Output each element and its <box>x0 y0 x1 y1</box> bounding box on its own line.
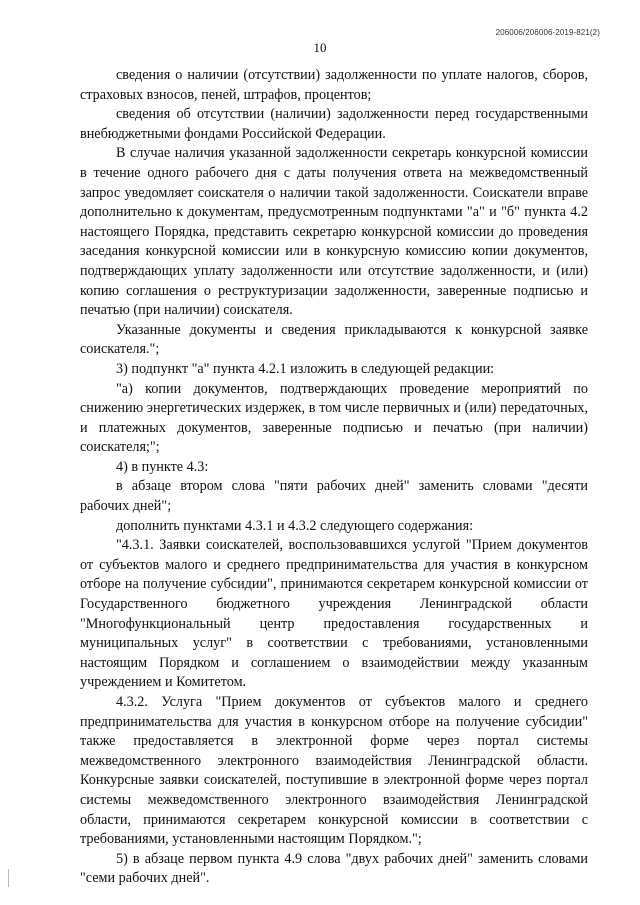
paragraph: 4) в пункте 4.3: <box>116 458 209 475</box>
paragraph: сведения о наличии (отсутствии) задолженности по уплате налогов, сборов, страховых взносов, пеней, штрафов, процентов; <box>80 67 588 103</box>
page-number: 10 <box>313 40 327 55</box>
paragraph: "а) копии документов, подтверждающих проведение мероприятий по снижению энергетических издержек, в том числе первичных и (или) передаточных, и платежных документов, заверенные подписью и печатью (при наличии) соискателя;"; <box>80 380 588 456</box>
paragraph: сведения об отсутствии (наличии) задолженности перед государственными внебюджетными фондами Российской Федерации. <box>80 106 588 142</box>
paragraph: 4.3.2. Услуга "Прием документов от субъектов малого и среднего предпринимательства для участия в конкурсном отборе на получение субсидии" также предоставляется в электронной форме через портал системы межведомственного электронного взаимодействия Ленинградской области. Конкурсные заявки соискателей, поступившие в электронной форме через портал системы межведомственного электронного взаимодействия Ленинградской области, принимаются секретарем конкурсной комиссии в соответствии с требованиями, установленными настоящим Порядком."; <box>80 694 588 848</box>
document-body <box>80 66 588 889</box>
document-id: 206006/206006-2019-821(2) <box>495 28 600 37</box>
paragraph: дополнить пунктами 4.3.1 и 4.3.2 следующего содержания: <box>116 517 474 534</box>
paragraph: В случае наличия указанной задолженности секретарь конкурсной комиссии в течение одного рабочего дня с даты получения ответа на межведомственный запрос уведомляет соискателя о наличии такой задолженности. Соискатели вправе дополнительно к документам, предусмотренным подпунктами "а" и "б" пункта 4.2 настоящего Порядка, представить секретарю конкурсной комиссии до проведения заседания конкурсной комиссии или в конкурсную комиссию копии документов, подтверждающих уплату задолженности или отсутствие задолженности, и (или) копию соглашения о реструктуризации задолженности, заверенные подписью и печатью (при наличии) соискателя. <box>80 145 588 319</box>
paragraph: Указанные документы и сведения прикладываются к конкурсной заявке соискателя."; <box>80 321 588 358</box>
scan-margin-mark <box>8 869 9 887</box>
paragraph: 5) в абзаце первом пункта 4.9 слова "двух рабочих дней" заменить словами "семи рабочих дней". <box>80 850 588 887</box>
paragraph: 3) подпункт "а" пункта 4.2.1 изложить в следующей редакции: <box>116 360 495 377</box>
paragraph: в абзаце втором слова "пяти рабочих дней" заменить словами "десяти рабочих дней"; <box>80 478 588 515</box>
paragraph: "4.3.1. Заявки соискателей, воспользовавшихся услугой "Прием документов от субъектов малого и среднего предпринимательства для участия в конкурсном отборе на получение субсидии", принимаются секретарем конкурсной комиссии от Государственного бюджетного учреждения Ленинградской области "Многофункциональный центр предоставления государственных и муниципальных услуг" в соответствии с требованиями, установленными настоящим Порядком и соглашением о взаимодействии между указанным учреждением и Комитетом. <box>80 537 588 691</box>
